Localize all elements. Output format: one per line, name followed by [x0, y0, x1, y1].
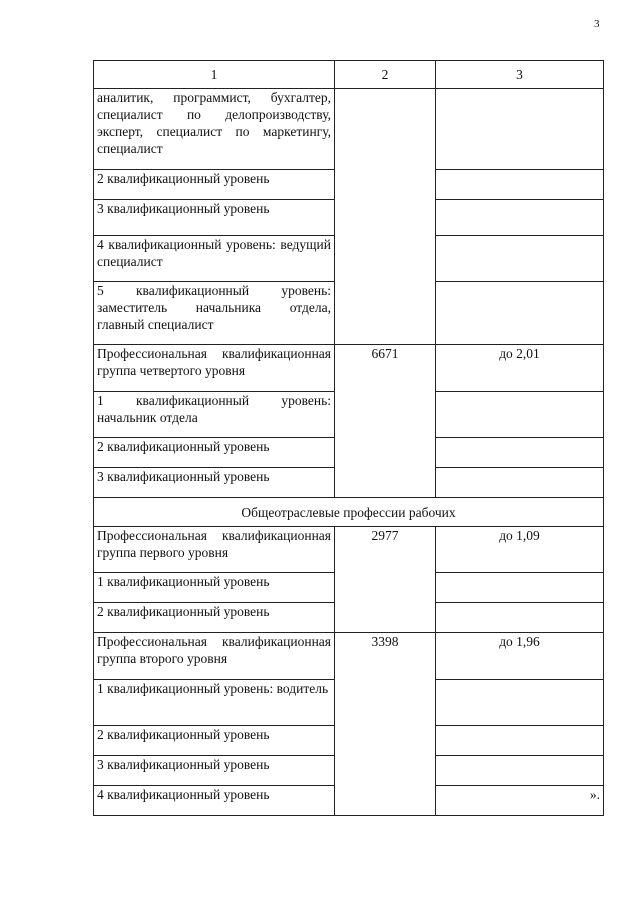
coefficient-cell: до 2,01: [436, 345, 604, 392]
row-name-cell: 5 квалификационный уровень: заместитель начальника отдела, главный специалист: [94, 282, 335, 345]
row-name-cell: Профессиональная квалификационная группа второго уровня: [94, 633, 335, 680]
coefficient-cell: [436, 756, 604, 786]
closing-quote-cell: ».: [436, 786, 604, 816]
coefficient-cell: [436, 282, 604, 345]
coefficient-cell: [436, 468, 604, 498]
row-name-cell: 4 квалификационный уровень: [94, 786, 335, 816]
coefficient-cell: [436, 573, 604, 603]
salary-cell: 6671: [335, 345, 436, 498]
header-col-3: 3: [436, 61, 604, 89]
row-name-cell: 3 квалификационный уровень: [94, 468, 335, 498]
row-name-cell: 2 квалификационный уровень: [94, 726, 335, 756]
coefficient-cell: [436, 200, 604, 236]
salary-cell: 3398: [335, 633, 436, 816]
row-name-cell: 1 квалификационный уровень: [94, 573, 335, 603]
coefficient-cell: [436, 726, 604, 756]
row-name-cell: 2 квалификационный уровень: [94, 170, 335, 200]
header-col-1: 1: [94, 61, 335, 89]
coefficient-cell: до 1,09: [436, 527, 604, 573]
row-name-cell: 1 квалификационный уровень: водитель: [94, 680, 335, 726]
row-name-cell: 3 квалификационный уровень: [94, 756, 335, 786]
row-name-cell: Профессиональная квалификационная группа первого уровня: [94, 527, 335, 573]
header-col-2: 2: [335, 61, 436, 89]
coefficient-cell: [436, 170, 604, 200]
table-row: [94, 633, 604, 680]
row-name-cell: 3 квалификационный уровень: [94, 200, 335, 236]
coefficient-cell: до 1,96: [436, 633, 604, 680]
table-row: [94, 527, 604, 573]
row-name-cell: аналитик, программист, бухгалтер, специалист по делопроизводству, эксперт, специалист по маркетингу, специалист: [94, 89, 335, 170]
salary-cell: [335, 89, 436, 345]
table-row: [94, 345, 604, 392]
coefficient-cell: [436, 603, 604, 633]
section-title: Общеотраслевые профессии рабочих: [94, 498, 604, 527]
row-name-cell: 1 квалификационный уровень: начальник отдела: [94, 392, 335, 438]
coefficient-cell: [436, 236, 604, 282]
qualification-table: [93, 60, 604, 816]
row-name-cell: 2 квалификационный уровень: [94, 603, 335, 633]
coefficient-cell: [436, 89, 604, 170]
coefficient-cell: [436, 438, 604, 468]
coefficient-cell: [436, 392, 604, 438]
section-row: [94, 498, 604, 527]
coefficient-cell: [436, 680, 604, 726]
row-name-cell: 4 квалификационный уровень: ведущий специалист: [94, 236, 335, 282]
table-header-row: [94, 61, 604, 89]
table-row: [94, 89, 604, 170]
salary-cell: 2977: [335, 527, 436, 633]
row-name-cell: 2 квалификационный уровень: [94, 438, 335, 468]
row-name-cell: Профессиональная квалификационная группа четвертого уровня: [94, 345, 335, 392]
page-number: 3: [594, 18, 600, 30]
